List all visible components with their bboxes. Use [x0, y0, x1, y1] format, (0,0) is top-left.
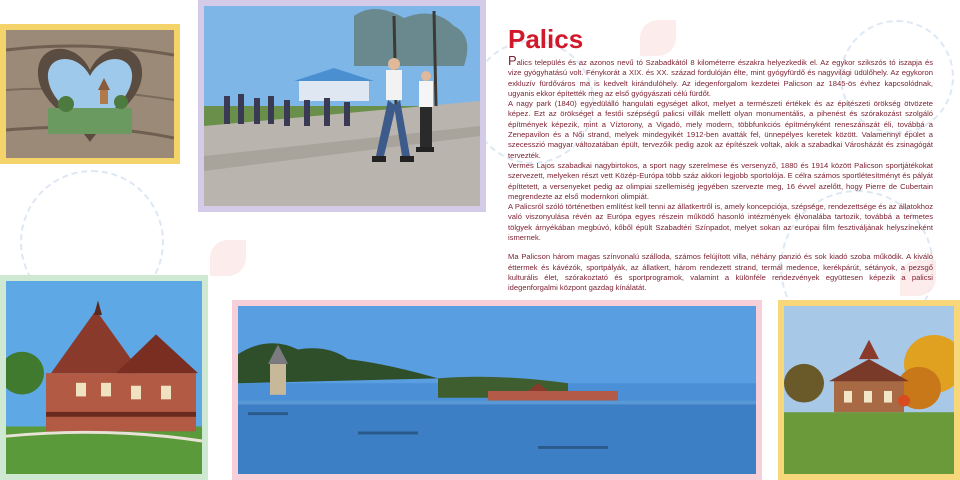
- article: [508, 24, 933, 294]
- article-paragraph: A Palicsról szóló történetben említést kell tenni az állatkertről is, amely koncepciója, szépsége, rendezettsége és az állatokhoz való viszonyulása révén az Európa egyes részein működő hasonló intézmények élvonalába tartozik, továbbá a termetes tölgyek árnyékában megbúvó, kőből épült Szabadtéri Színpadot, melyet sokan az európai film fesztiváljának helyszíneként ismernek.: [508, 202, 933, 243]
- wooden-villa-image: [6, 281, 202, 474]
- paragraph-gap: [508, 243, 933, 252]
- decorative-petal: [210, 240, 246, 276]
- article-paragraph: Ma Palicson három magas színvonalú szálloda, számos felújított villa, néhány panzió és sok kiadó szoba működik. A kiváló éttermek és kávézók, sportpályák, az állatkert, három rendezett strand, termál medence, kerékpárút, sétányok, a pezsgő kulturális élet, szórakoztató és sportprogramok, valamint a különféle rendezvények együttesen képezik a palicsi idegenforgalmi központ gazdag kínálatát.: [508, 252, 933, 293]
- paragraph-text: alics település és az azonos nevű tó Szabadkától 8 kilométerre északra helyezkedik el. Az egykor szikszós tó iszapja és vize gyógyhatású volt. Fénykorát a XIX. és XX. század fordulóján élte, mint gyógyfürdő és nagyvilági üdülőhely. Az egykoron exkluzív fürdőváros ma is kedvelt kirándulóhely. Az idegenforgalom kezdetei Palicson az 1845-ös évhez kapcsolódnak, ugyanis ekkor építették meg az első gyógyászati célú fürdőt.: [508, 58, 933, 98]
- photo-lake: [232, 300, 762, 480]
- drop-letter: P: [508, 53, 517, 68]
- photo-pavilion: [778, 300, 960, 480]
- lake-image: [238, 306, 756, 474]
- page-title: Palics: [508, 24, 584, 54]
- pavilion-image: [784, 306, 954, 474]
- photo-skaters: [198, 0, 486, 212]
- photo-heart-carving: [0, 24, 180, 164]
- photo-wooden-villa: [0, 275, 208, 480]
- heart-carving-image: [6, 30, 174, 158]
- skaters-image: [204, 6, 480, 206]
- article-paragraph: Vermes Lajos szabadkai nagybirtokos, a sport nagy szerelmese és versenyző, 1880 és 1914 között Palicson sportjátékokat szervezett, melyeken részt vett Közép-Európa több száz akkori legjobb sportolója. E célra számos sportlétesítményt és pályát építtetett, a versenyeket pedig az olimpiai szellemiség jegyében szervezte meg, 16 évvel azelőtt, hogy Pierre de Cubertain megrendezte az első modernkori olimpiát.: [508, 160, 933, 201]
- article-paragraph-intro: [508, 53, 933, 99]
- article-paragraph: A nagy park (1840) egyedülálló hangulati egységet alkot, melyet a természeti értékek és az építészeti örökség ötvözete képez. Ezt az örökséget a festői szépségű palicsi villák mellett olyan monumentális, a pihenést és szórakozást szolgáló építmények képezik, mint a Víztorony, a Vigadó, mely modern, többfunkciós építményként reneszánszát éli, továbbá a Zenepavilon és a Női strand, melyek mindegyikét 1912-ben avatták fel, ünnepélyes keretek között. Valamennyi épület a szecesszió magyar változatában épült, tervezőik pedig azok az építészek voltak, akik a szabadkai Városházát és zsinagógát tervezték.: [508, 99, 933, 160]
